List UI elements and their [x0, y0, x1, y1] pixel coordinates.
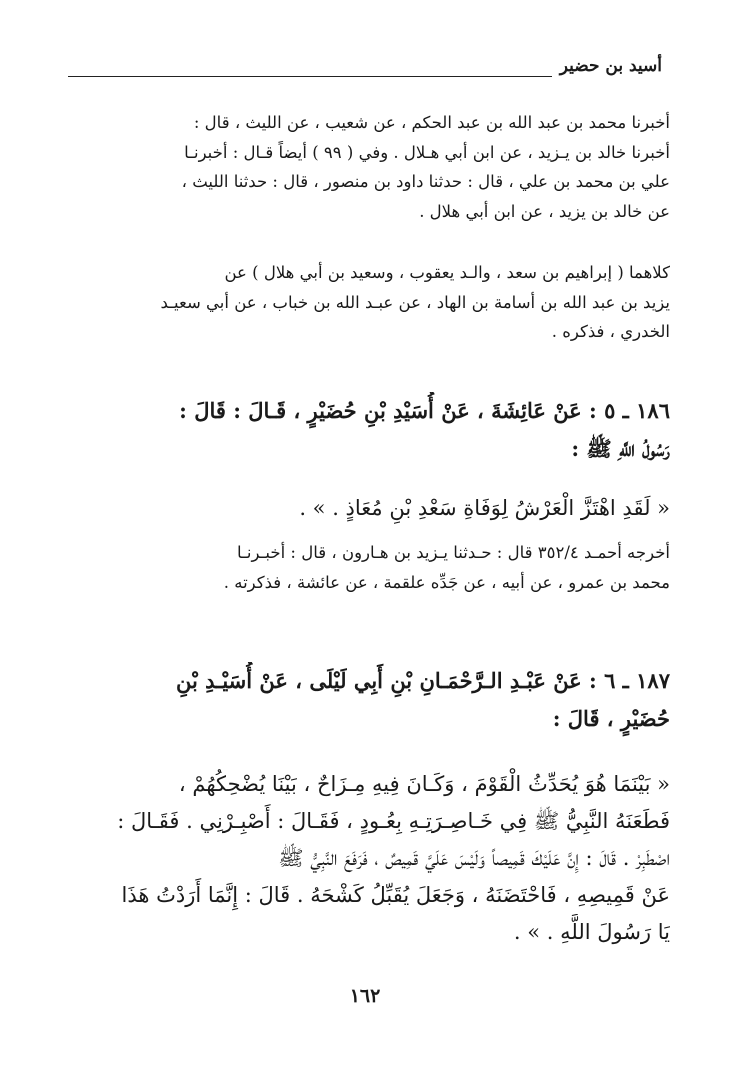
header-rule [68, 76, 552, 77]
text-line: رَسُولُ اللَّهِ ﷺ : [571, 436, 670, 461]
text-line: عن خالد بن يزيد ، عن ابن أبي هلال . [419, 201, 670, 221]
hadith-text-187 [62, 766, 670, 951]
running-header [68, 56, 662, 86]
hadith-heading-186 [62, 392, 670, 468]
text-line: الخدري ، فذكره . [551, 322, 670, 341]
hadith-heading-187 [62, 662, 670, 738]
chain-of-narration-paragraph [62, 258, 670, 347]
text-line: فَطَعَنَهُ النَّبِيُّ ﷺ فِي خَـاصِـرَتِـهِ بِعُـودٍ ، فَقَـالَ : أَصْبِـرْنِي . فَقَـالَ : [117, 809, 670, 833]
text-line: « لَقَدِ اهْتَزَّ الْعَرْشُ لِوَفَاةِ سَعْدِ بْنِ مُعَاذٍ . » . [299, 496, 670, 520]
text-line: « بَيْنَمَا هُوَ يُحَدِّثُ الْقَوْمَ ، وَكَـانَ فِيهِ مِـزَاحٌ ، بَيْنَا يُضْحِكُهُمْ ، [178, 772, 670, 796]
chain-of-narration-paragraph [62, 108, 670, 226]
text-line: علي بن محمد بن علي ، قال : حدثنا داود بن منصور ، قال : حدثنا الليث ، [181, 172, 670, 191]
text-line: أخبرنا خالد بن يـزيد ، عن ابن أبي هـلال . وفي ( ٩٩ ) أيضاً قـال : أخبرنـا [184, 142, 670, 162]
text-line: يزيد بن عبد الله بن أسامة بن الهاد ، عن عبـد الله بن خباب ، عن أبي سعيـد [160, 292, 670, 312]
text-line: ١٨٧ ـ ٦ : عَنْ عَبْـدِ الـرَّحْمَـانِ بْنِ أَبِي لَيْلَى ، عَنْ أُسَيْـدِ بْنِ [176, 668, 670, 693]
running-header-title: أسيد بن حضير [559, 56, 662, 76]
text-line: محمد بن عمرو ، عن أبيه ، عن جَدِّه علقمة ، عن عائشة ، فذكرته . [223, 572, 670, 592]
text-line: أخبرنا محمد بن عبد الله بن عبد الحكم ، عن شعيب ، عن الليث ، قال : [193, 113, 670, 132]
text-line: حُضَيْرٍ ، قَالَ : [552, 706, 670, 731]
text-line: أخرجه أحمـد ٣٥٢/٤ قال : حـدثنا يـزيد بن هـارون ، قال : أخبـرنـا [237, 543, 670, 562]
text-line: عَنْ قَمِيصِهِ ، فَاحْتَضَنَهُ ، وَجَعَلَ يُقَبِّلُ كَشْحَهُ . قَالَ : إِنَّمَا أَرَدْتُ هَذَا [121, 883, 670, 907]
hadith-text-186 [62, 490, 670, 527]
text-line: اصْطَبِرْ . قَالَ : إِنَّ عَلَيْكَ قَمِيصاً وَلَيْسَ عَلَيَّ قَمِيصٌ ، فَرَفَعَ النَّبِيُّ ﷺ [278, 846, 670, 870]
text-line: ١٨٦ ـ ٥ : عَنْ عَائِشَةَ ، عَنْ أُسَيْدِ بْنِ حُضَيْرٍ ، قَـالَ : قَالَ : [179, 398, 670, 423]
text-line: كلاهما ( إبراهيم بن سعد ، والـد يعقوب ، وسعيد بن أبي هلال ) عن [224, 263, 670, 282]
page-number: ١٦٢ [349, 985, 381, 1007]
takhrij-paragraph [62, 538, 670, 597]
text-line: يَا رَسُولَ اللَّهِ . » . [513, 920, 670, 944]
